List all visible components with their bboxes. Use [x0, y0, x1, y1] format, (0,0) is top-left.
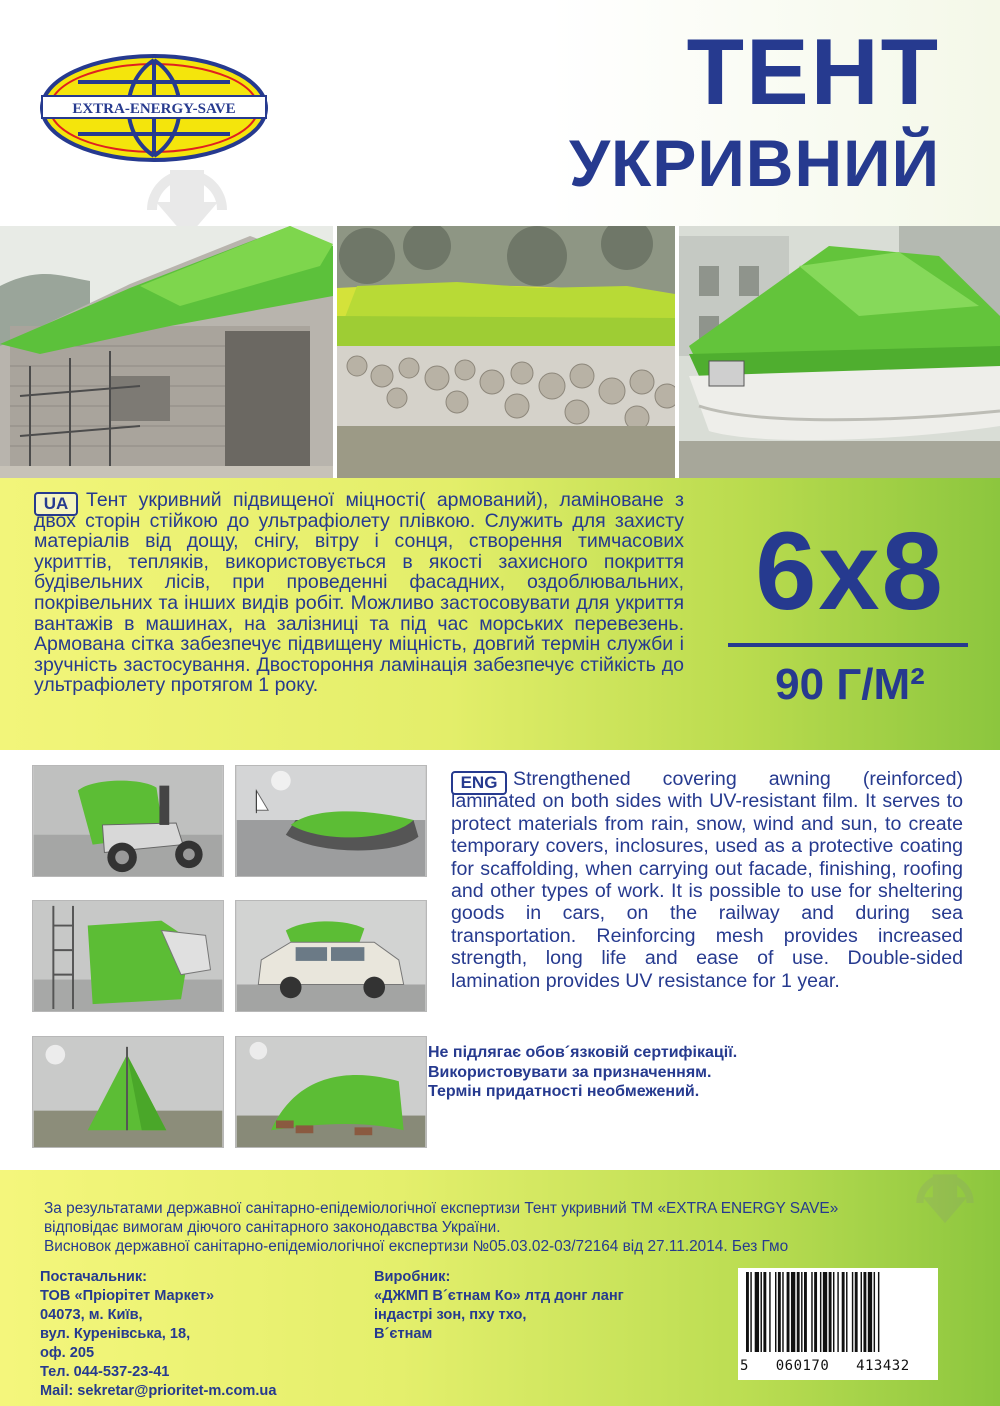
barcode-bar: [782, 1272, 783, 1352]
barcode-bar: [769, 1272, 770, 1352]
certification-text: [44, 1199, 984, 1256]
supplier-mail: Mail: sekretar@prioritet-m.com.ua: [40, 1383, 277, 1399]
photo-house-roof: [0, 226, 333, 478]
barcode-bar: [797, 1272, 800, 1352]
barcode-bar: [829, 1272, 832, 1352]
size-divider: [728, 643, 968, 647]
eng-language-badge: ENG: [451, 771, 507, 795]
manufacturer-line-2: індастрі зон, пху тхо,: [374, 1307, 527, 1323]
ua-description: Тент укривний підвищеної міцності( армований), ламіноване з двох сторін стійкою до ультрафіолету плівкою. Служить для захисту матеріалів від дощу, снігу, вітру і сонця, створення тимчасових укриттів, тепляків, використовується в якості захисного покриття будівельних лісів, при проведенні фасадних, оздоблювальних, покрівельних та інших видів робіт. Можливо застосовувати для укриття вантажів в машинах, на залізниці та під час морських перевезень. Армована сітка забезпечує підвищену міцність, довгий термін служби і зручність застосування. Двостороння ламінація забезпечує стійкість до ультрафіолету протягом 1 року.: [34, 489, 684, 697]
cert-line-3: Висновок державної санітарно-епідеміологічної експертизи №05.03.02-03/72164 від 27.11.2014. Без Гмо: [44, 1238, 789, 1255]
scene-covered-bricks: [235, 1036, 427, 1148]
barcode-bar: [746, 1272, 749, 1352]
barcode-bar: [833, 1272, 834, 1352]
supplier-address-2: вул. Куренівська, 18,: [40, 1326, 191, 1342]
barcode-bar: [861, 1272, 862, 1352]
barcode-digits: 5 060170 413432: [740, 1358, 910, 1374]
usage-notes: [428, 1043, 948, 1102]
barcode-bar: [820, 1272, 821, 1352]
barcode-bar: [763, 1272, 766, 1352]
barcode-bar: [837, 1272, 838, 1352]
barcode-bar: [787, 1272, 790, 1352]
scene-tent-shelter: [32, 1036, 224, 1148]
supplier-address-3: оф. 205: [40, 1345, 95, 1361]
cert-line-1: За результатами державної санітарно-епідеміологічної експертизи Тент укривний ТМ «EXTRA ENERGY SAVE»: [44, 1200, 839, 1217]
manufacturer-line-3: В´єтнам: [374, 1326, 433, 1342]
barcode-bar: [868, 1272, 872, 1352]
barcode-bar: [811, 1272, 812, 1352]
supplier-heading: Постачальник:: [40, 1269, 148, 1285]
barcode-bar: [846, 1272, 847, 1352]
supplier-block: [40, 1268, 370, 1401]
brand-logo: [38, 52, 270, 164]
ua-language-badge: UA: [34, 492, 78, 516]
barcode-bars: [738, 1268, 938, 1356]
product-density: 90 Г/М²: [775, 660, 925, 709]
barcode-bar: [755, 1272, 759, 1352]
scene-car-roof-cargo: [235, 900, 427, 1012]
barcode-bar: [778, 1272, 781, 1352]
barcode-bar: [874, 1272, 875, 1352]
manufacturer-line-1: «ДЖМП В´єтнам Ко» лтд донг ланг: [374, 1288, 624, 1304]
photo-firewood-stack: [337, 226, 675, 478]
barcode-bar: [801, 1272, 802, 1352]
barcode-bar: [823, 1272, 827, 1352]
barcode-bar: [852, 1272, 853, 1352]
page-title-line2: УКРИВНИЙ: [569, 126, 940, 200]
scene-covered-boat: [235, 765, 427, 877]
barcode-bar: [804, 1272, 807, 1352]
page-title-line1: ТЕНТ: [686, 19, 940, 124]
logo-text: EXTRA-ENERGY-SAVE: [72, 101, 236, 117]
note-certification: Не підлягає обов´язковій сертифікації.: [428, 1044, 738, 1061]
supplier-phone: Тел. 044-537-23-41: [40, 1364, 170, 1380]
barcode-bar: [750, 1272, 751, 1352]
barcode-bar: [855, 1272, 858, 1352]
barcode-bar: [842, 1272, 845, 1352]
cert-line-2: відповідає вимогам діючого санітарного законодавства України.: [44, 1219, 501, 1236]
manufacturer-block: [374, 1268, 714, 1344]
barcode-bar: [878, 1272, 879, 1352]
manufacturer-heading: Виробник:: [374, 1269, 451, 1285]
supplier-name: ТОВ «Пріорітет Маркет»: [40, 1288, 215, 1304]
barcode-bar: [814, 1272, 817, 1352]
barcode-bar: [761, 1272, 762, 1352]
barcode-bar: [863, 1272, 866, 1352]
product-size: 6х8: [755, 510, 945, 633]
supplier-address-1: 04073, м. Київ,: [40, 1307, 143, 1323]
barcode-bar: [775, 1272, 776, 1352]
barcode-bar: [791, 1272, 795, 1352]
note-usage: Використовувати за призначенням.: [428, 1063, 712, 1081]
scene-scaffolding-cover: [32, 900, 224, 1012]
photo-covered-boat: [679, 226, 1000, 478]
note-shelf-life: Термін придатності необмежений.: [428, 1083, 700, 1100]
scene-covered-atv: [32, 765, 224, 877]
eng-description: Strengthened covering awning (reinforced) laminated on both sides with UV-resistant film. It serves to protect materials from rain, snow, wind and sun, to create temporary covers, inclosures, used as a protective coating for scaffolding, when carrying out facade, finishing, roofing and other types of work. It is possible to use for sheltering goods in cars, on the railway and during sea transportation. Reinforcing mesh provides increased strength, long life and ease of use. Double-sided lamination provides UV resistance for 1 year.: [451, 768, 963, 992]
